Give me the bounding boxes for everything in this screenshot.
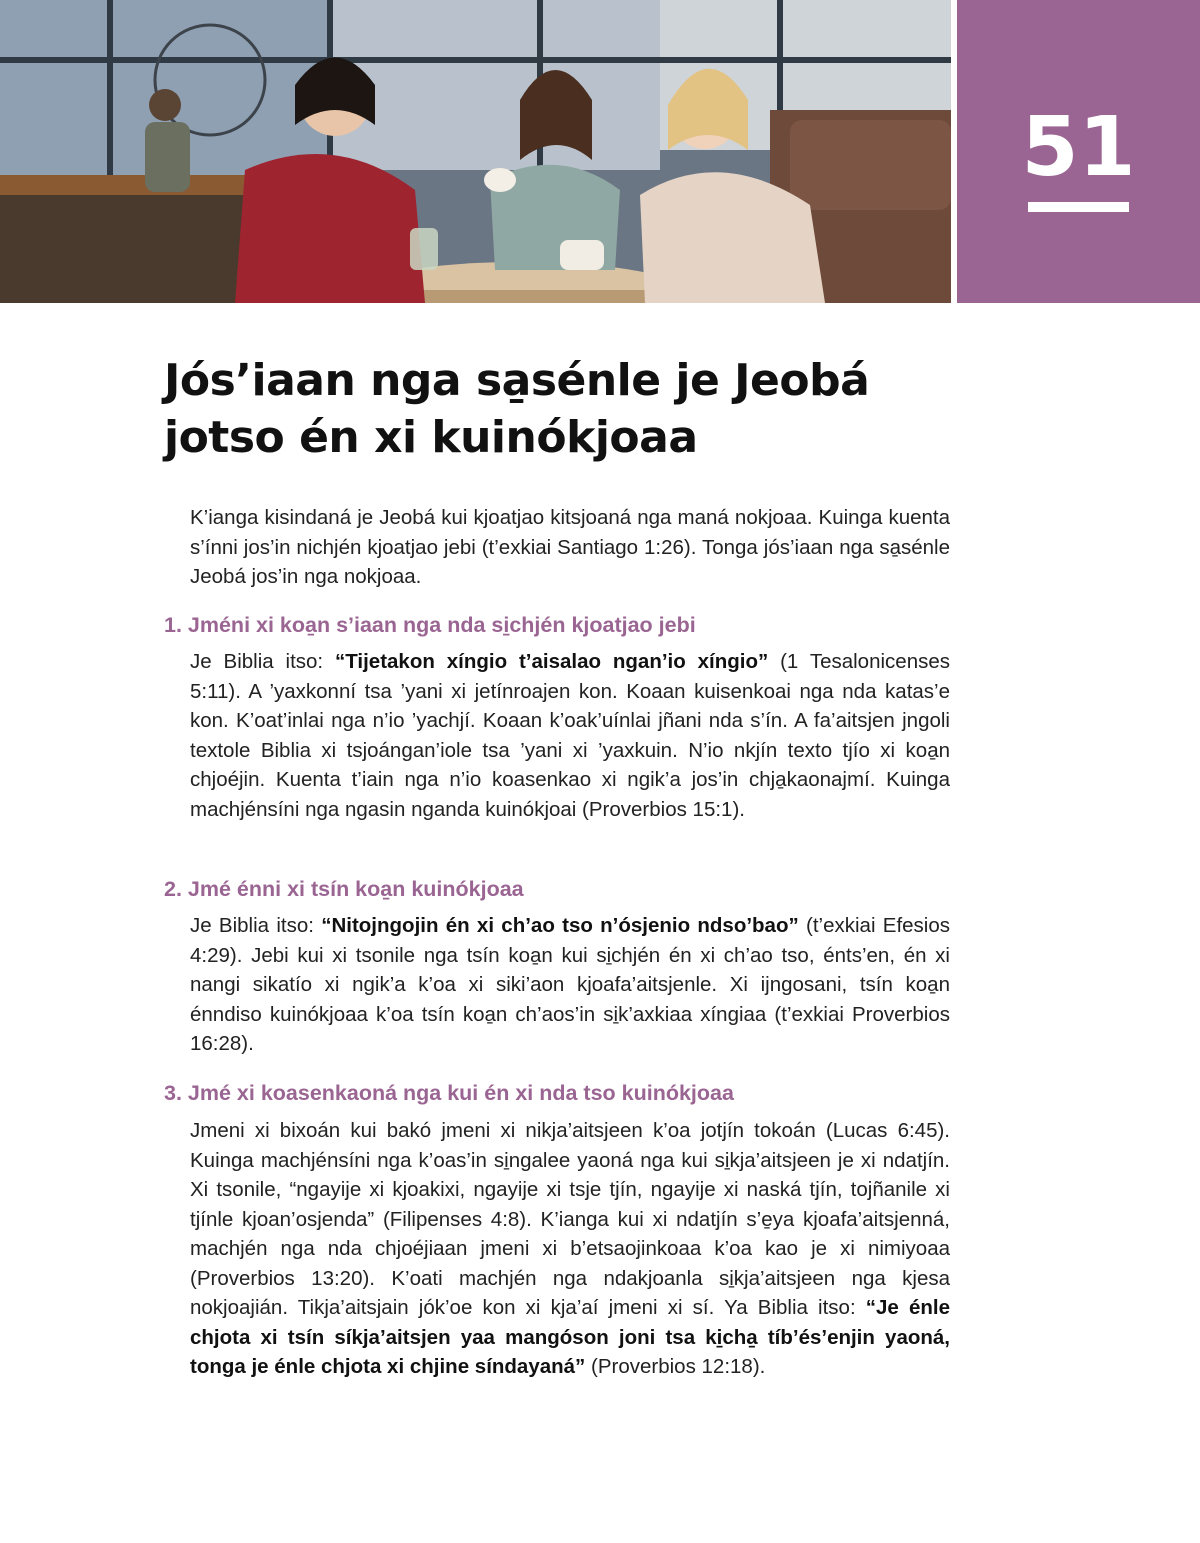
lesson-number: 51: [1021, 100, 1136, 195]
section-3-heading: 3. Jmé xi koasenkaoná nga kui én xi nda tso kuinókjoaa: [164, 1081, 734, 1105]
page-title: [164, 352, 964, 466]
cafe-scene-illustration: [0, 0, 951, 303]
title-line-2: jotso én xi kuinókjoaa: [164, 412, 698, 463]
intro-paragraph: K’ianga kisindaná je Jeobá kui kjoatjao kitsjoaná nga maná nokjoaa. Kuinga kuenta s’ínni jos’in nichjén kjoatjao jebi (t’exkiai Santiago 1:26). Tonga jós’iaan nga sa̱sénle Jeobá jos’in nga nokjoaa.: [190, 506, 950, 588]
section-1-quote: “Tijetakon xíngio t’aisalao ngan’io xíngio”: [335, 650, 769, 673]
section-2-intro-text: Je Biblia itso:: [190, 914, 322, 937]
section-2-quote: “Nitojngojin én xi ch’ao tso n’ósjenio ndso’bao”: [321, 914, 799, 937]
section-2-heading: 2. Jmé énni xi tsín koa̱n kuinókjoaa: [164, 877, 524, 901]
section-3-text: Jmeni xi bixoán kui bakó jmeni xi nikja’aitsjeen k’oa jotjín tokoán (Lucas 6:45). Kuinga machjénsíni nga k’oas’in si̱ngalee yaoná nga kui si̱kja’aitsjeen je xi ndatjín. Xi tsonile, “ngayije xi kjoakixi, ngayije xi tsje tjín, ngayije xi naská tjín, tojñanile xi tjínle kjoan’osjenda” (Filipenses 4:8). K’ianga kui xi ndatjín s’e̱ya kjoafa’aitsjenná, machjén nga nda chjoéjiaan jmeni xi b’etsaojinkoaa k’oa kao je xi nimiyoaa (Proverbios 13:20). K’oati machjén nga ndakjoanla si̱kja’aitsjeen nga kjesa nokjoajián. Tikja’aitsjain jók’oe kon xi kja’aí jmeni xi sí. Ya Biblia itso:: [190, 1119, 950, 1319]
lesson-number-badge: [957, 0, 1200, 303]
section-2-body: [190, 911, 950, 1059]
section-1-intro-text: Je Biblia itso:: [190, 650, 335, 673]
title-line-1: Jós’iaan nga sa̱sénle je Jeobá: [164, 355, 870, 406]
section-3-quote: “Je énle chjota xi tsín síkja’aitsjen yaa mangóson joni tsa ki̱cha̱ tíb’és’enjin yaoná, tonga je énle chjota xi chjine síndayaná”: [190, 1296, 950, 1378]
section-2-text: (t’exkiai Efesios 4:29). Jebi kui xi tsonile nga tsín koa̱n kui si̱chjén én xi ch’ao tso, énts’en, én xi nangi sikatío xi ngik’a k’oa xi siki’aon kjoafa’aitsjenle. Xi ijngosani, tsín koa̱n énndiso kuinókjoaa k’oa tsín koa̱n ch’aos’in si̱k’axkiaa xíngiaa (t’exkiai Proverbios 16:28).: [190, 914, 950, 1055]
section-1-body: [190, 647, 950, 824]
section-1-heading: 1. Jméni xi koa̱n s’iaan nga nda si̱chjén kjoatjao jebi: [164, 613, 696, 637]
header-photo: [0, 0, 951, 303]
badge-underline: [1028, 202, 1129, 212]
section-3-citation: (Proverbios 12:18).: [585, 1355, 766, 1378]
section-3-body: [190, 1116, 950, 1382]
section-1-text: (1 Tesalonicenses 5:11). A ’yaxkonní tsa ’yani xi jetínroajen kon. Koaan kuisenkoai nga nda katas’e kon. K’oat’inlai nga n’io ’yachjí. Koaan k’oak’uínlai jñani nda s’ín. A fa’aitsjen jngoli textole Biblia xi tsjoángan’iole tsa ’yani xi ’yaxkuin. N’io nkjín texto tjío xi koa̱n chjoéjin. Kuenta t’iain nga n’io koasenkao xi ngik’a jos’in chja̱kaonajmí. Kuinga machjénsíni nga ngasin nganda kuinókjoai (Proverbios 15:1).: [190, 650, 950, 821]
